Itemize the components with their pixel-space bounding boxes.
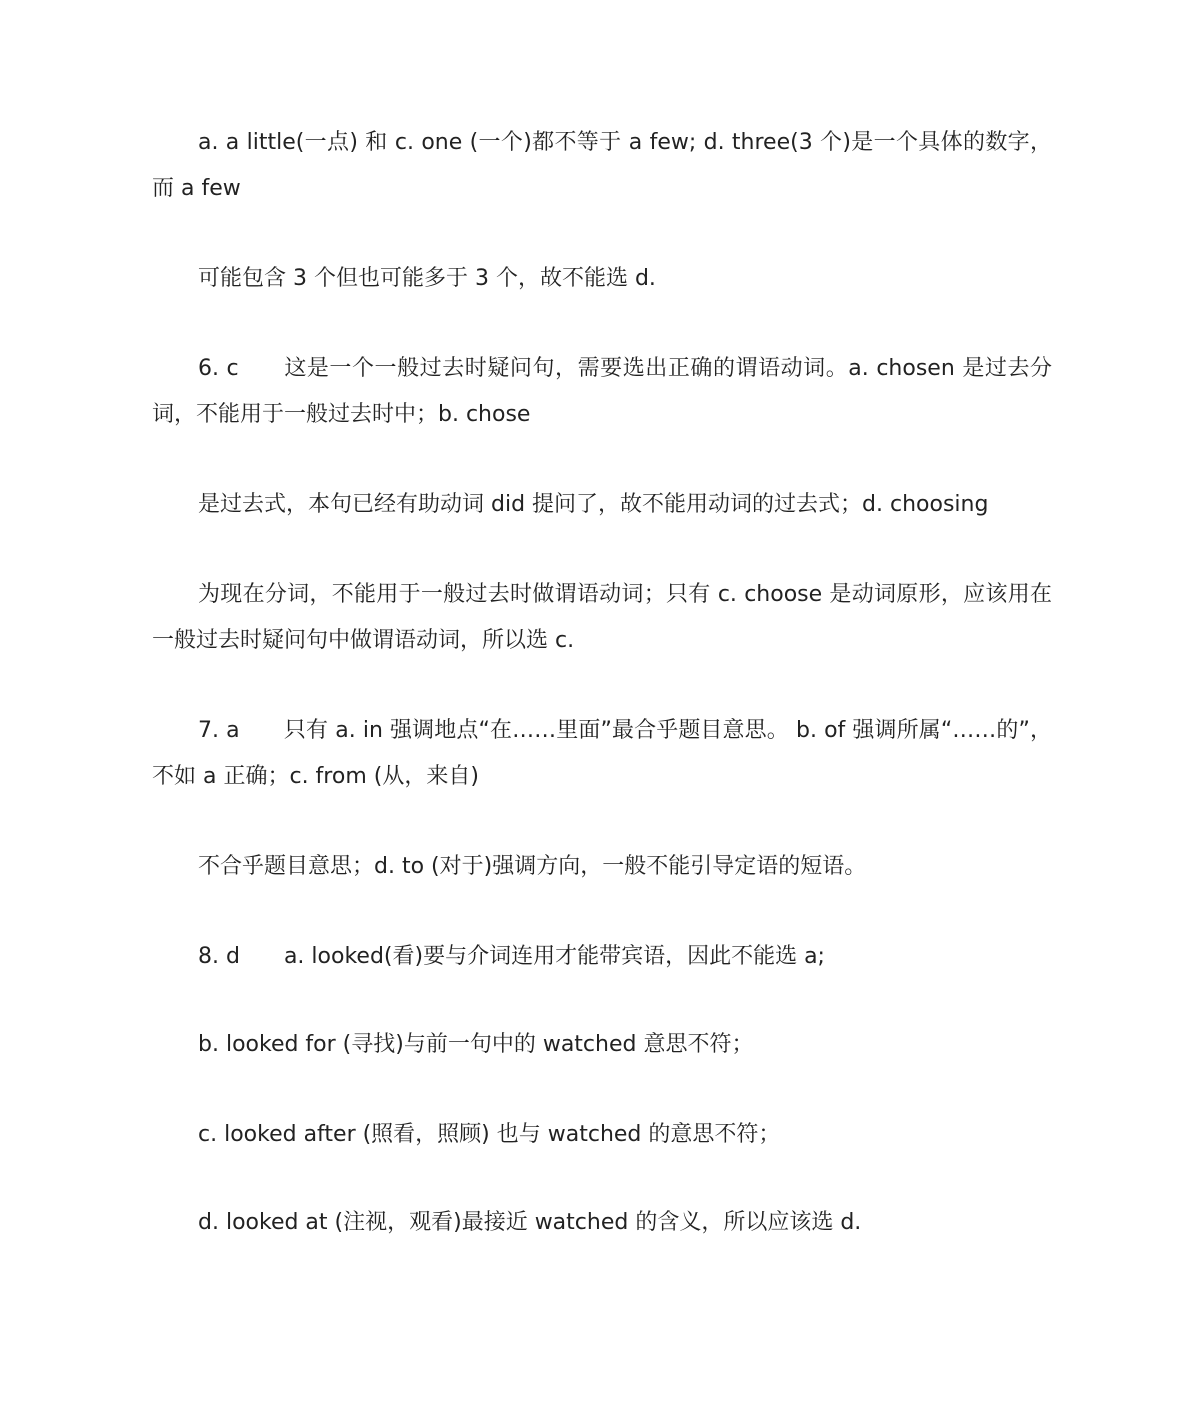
paragraph-answer-7: 7. a 只有 a. in 强调地点“在……里面”最合乎题目意思。 b. of 强调所属“……的”，不如 a 正确；c. from (从，来自) <box>152 718 1052 789</box>
paragraph-answer-6-cont-1: 是过去式，本句已经有助动词 did 提问了，故不能用动词的过去式；d. choosing <box>198 492 989 517</box>
paragraph-answer-6-cont-2: 为现在分词，不能用于一般过去时做谓语动词；只有 c. choose 是动词原形，应该用在一般过去时疑问句中做谓语动词，所以选 c. <box>152 582 1052 653</box>
paragraph-answer-8-option-b: b. looked for (寻找)与前一句中的 watched 意思不符； <box>198 1032 754 1057</box>
paragraph-answer-6: 6. c 这是一个一般过去时疑问句，需要选出正确的谓语动词。a. chosen 是过去分词，不能用于一般过去时中；b. chose <box>152 356 1052 427</box>
paragraph-answer-8-option-c: c. looked after (照看，照顾) 也与 watched 的意思不符； <box>198 1122 781 1147</box>
paragraph-option-explanation-5: a. a little(一点) 和 c. one (一个)都不等于 a few; d. three(3 个)是一个具体的数字，而 a few <box>152 130 1052 201</box>
paragraph-option-explanation-5-cont: 可能包含 3 个但也可能多于 3 个，故不能选 d. <box>198 266 656 291</box>
paragraph-answer-8-option-d: d. looked at (注视，观看)最接近 watched 的含义，所以应该选 d. <box>198 1210 862 1235</box>
paragraph-answer-7-cont: 不合乎题目意思；d. to (对于)强调方向，一般不能引导定语的短语。 <box>198 854 867 879</box>
paragraph-answer-8: 8. d a. looked(看)要与介词连用才能带宾语，因此不能选 a; <box>198 944 825 969</box>
